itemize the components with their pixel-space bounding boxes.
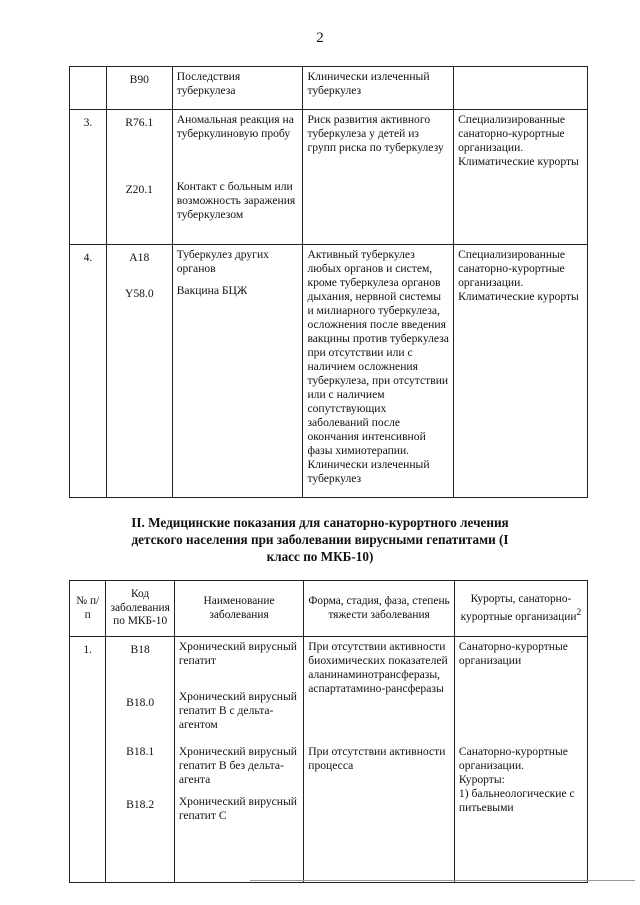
name-item: Хронический вирусный гепатит B без дельта-агента	[178, 744, 298, 786]
code-item: B18.1	[126, 744, 155, 758]
header-resorts: Курорты, санаторно-курортные организации$^2$	[454, 581, 587, 637]
section-title: II. Медицинские показания для санаторно-курортного лечения детского населения при заболевании вирусными гепатитами (I класс по МКБ-10)	[131, 515, 509, 564]
tuberculosis-table	[69, 66, 588, 498]
name-item: Туберкулез других органов	[176, 248, 269, 275]
table-header-row	[70, 581, 588, 637]
resorts: Специализированные санаторно-курортные организации. Климатические курорты	[454, 245, 588, 498]
name-item: Хронический вирусный гепатит C	[178, 794, 298, 822]
table-row	[70, 637, 588, 743]
disease-form: Клинически излеченный туберкулез	[303, 67, 454, 110]
disease-code: B90	[106, 67, 172, 110]
resorts-line: Курорты:	[458, 772, 505, 786]
table-row	[70, 110, 588, 245]
disease-code	[106, 245, 172, 498]
header-form: Форма, стадия, фаза, степень тяжести заболевания	[304, 581, 455, 637]
footnote-mark: 2	[576, 607, 582, 618]
name-item: Контакт с больным или возможность заражения туберкулезом	[176, 180, 296, 221]
code-item: R76.1	[125, 116, 154, 129]
disease-code	[106, 110, 172, 245]
disease-code	[106, 637, 174, 743]
disease-name	[174, 637, 303, 743]
disease-name: Последствия туберкулеза	[172, 67, 303, 110]
resorts: Санаторно-курортные организации	[454, 637, 587, 743]
code-item: B18	[130, 643, 150, 656]
disease-form: Риск развития активного туберкулеза у детей из групп риска по туберкулезу	[303, 110, 454, 245]
resorts	[454, 743, 587, 883]
resorts: Специализированные санаторно-курортные организации. Климатические курорты	[454, 110, 588, 245]
disease-code	[106, 743, 174, 883]
row-number	[70, 67, 107, 110]
name-item: Хронический вирусный гепатит B с дельта-агентом	[178, 690, 298, 731]
table-row	[70, 245, 588, 498]
row-number: 3.	[70, 110, 107, 245]
name-item: Вакцина БЦЖ	[176, 284, 248, 297]
resorts	[454, 67, 588, 110]
row-number: 4.	[70, 245, 107, 498]
disease-form: При отсутствии активности процесса	[304, 743, 455, 883]
header-code: Код заболевания по МКБ-10	[106, 581, 174, 637]
code-item: B18.0	[126, 696, 155, 709]
header-name: Наименование заболевания	[174, 581, 303, 637]
page-bottom-rule	[250, 880, 635, 881]
disease-form: При отсутствии активности биохимических показателей аланинаминотрансферазы, аспартатамино-рансферазы	[304, 637, 455, 743]
disease-form: Активный туберкулез любых органов и систем, кроме туберкулеза органов дыхания, нервной системы и милиарного туберкулеза, осложнения после введения вакцины против туберкулеза при отсутствии или с наличием осложнения туберкулеза, при отсутствии или с наличием сопутствующих заболеваний после окончания интенсивной фазы химиотерапии. Клинически излеченный туберкулез	[303, 245, 454, 498]
hepatitis-table	[69, 580, 588, 883]
code-item: A18	[129, 251, 150, 264]
table-row	[70, 743, 588, 883]
code-item: Y58.0	[124, 287, 154, 300]
disease-name	[172, 110, 303, 245]
table-row	[70, 67, 588, 110]
header-num: № п/п	[70, 581, 106, 637]
code-item: Z20.1	[125, 183, 153, 196]
resorts-line: 1) бальнеологические с питьевыми	[458, 786, 575, 814]
disease-name	[174, 743, 303, 883]
disease-name	[172, 245, 303, 498]
resorts-line: Санаторно-курортные организации.	[458, 744, 568, 772]
name-item: Хронический вирусный гепатит	[178, 640, 298, 667]
code-item: B18.2	[126, 797, 155, 811]
name-item: Аномальная реакция на туберкулиновую пробу	[176, 113, 294, 140]
row-number: 1.	[70, 637, 106, 883]
page-number: 2	[316, 30, 324, 46]
